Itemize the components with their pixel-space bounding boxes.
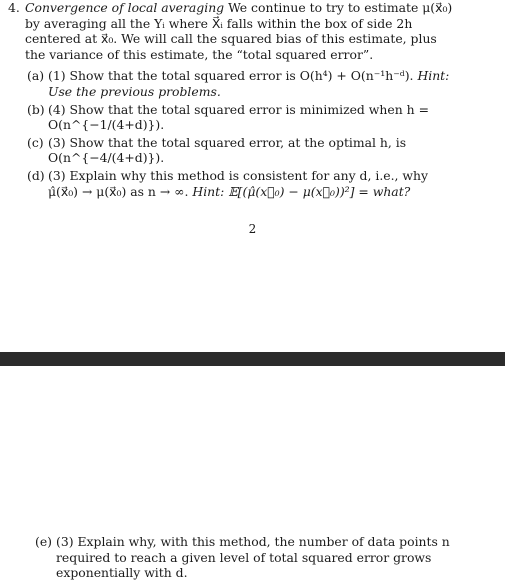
part-d [27,168,458,199]
part-d-label: (d) [27,167,45,183]
part-a-text: (1) Show that the total squared error is O(h⁴) + O(n⁻¹h⁻ᵈ). [48,68,414,84]
part-b-label: (b) [27,101,45,117]
problem-4 [8,0,458,201]
part-e [35,534,465,581]
part-c [27,135,458,166]
part-b [27,102,458,133]
part-c-label: (c) [27,134,44,150]
part-b-text: (4) Show that the total squared error is minimized when h = O(n^{−1/(4+d)}). [48,101,429,133]
problem-intro: We continue to try to estimate μ(x⃗₀) by averaging all the Yᵢ where X⃗ᵢ falls within the box of side 2h centered at x⃗₀. We will call the squared bias of this estimate, plus the variance of this estimate, the “total squared error”. [25,0,453,62]
part-c-text: (3) Show that the total squared error, at the optimal h, is O(n^{−4/(4+d)}). [48,134,407,166]
page-separator [0,352,505,366]
problem-number: 4. [8,0,20,15]
part-a-hint: Hint: Use the previous problems. [48,68,450,99]
part-e-text: (3) Explain why, with this method, the number of data points n required to reach a given level of total squared error grows exponentially with d. [56,534,450,581]
page-number: 2 [248,222,257,236]
problem-parts [27,68,458,199]
problem-title: Convergence of local averaging [25,0,225,15]
part-a-label: (a) [27,68,45,84]
part-a [27,68,458,99]
part-d-text: (3) Explain why this method is consistent for any d, i.e., why μ̂(x⃗₀) → μ(x⃗₀) as n → ∞. [48,167,428,199]
part-e-label: (e) [35,534,53,549]
part-d-hint: Hint: 𝔼[(μ̂(x⃗₀) − μ(x⃗₀))²] = what? [192,183,411,199]
